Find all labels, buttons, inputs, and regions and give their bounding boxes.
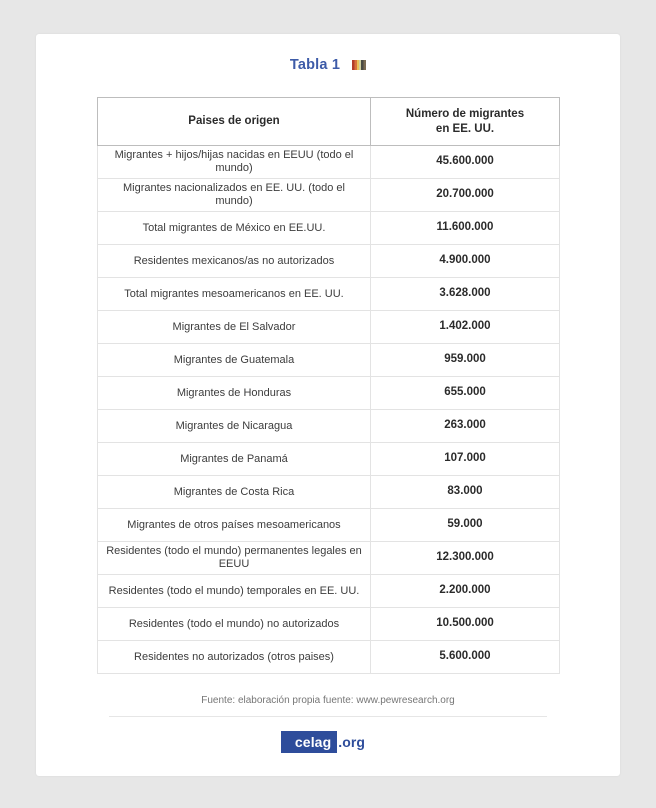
row-label: Migrantes de Panamá [98, 443, 371, 476]
celag-logo-tld: .org [337, 731, 375, 753]
column-header-migrants-line1: Número de migrantes [405, 108, 525, 121]
row-label: Migrantes de El Salvador [98, 311, 371, 344]
table-row [98, 410, 560, 443]
row-value: 655.000 [371, 377, 560, 410]
row-value: 2.200.000 [371, 575, 560, 608]
celag-logo-mark: celag [281, 731, 337, 753]
table-row [98, 146, 560, 179]
table-row [98, 311, 560, 344]
row-value: 45.600.000 [371, 146, 560, 179]
celag-logo[interactable] [281, 731, 375, 753]
table-row [98, 509, 560, 542]
table-row [98, 608, 560, 641]
row-value: 59.000 [371, 509, 560, 542]
row-value: 3.628.000 [371, 278, 560, 311]
row-value: 107.000 [371, 443, 560, 476]
table-row [98, 575, 560, 608]
row-value: 12.300.000 [371, 542, 560, 575]
row-label: Migrantes de Nicaragua [98, 410, 371, 443]
table-row [98, 245, 560, 278]
flag-stripes-icon [352, 60, 366, 70]
footer-divider [109, 716, 547, 717]
table-title-row [36, 54, 620, 76]
table-row [98, 641, 560, 674]
table-row [98, 344, 560, 377]
table-row [98, 212, 560, 245]
content-card [36, 34, 620, 776]
table-row [98, 443, 560, 476]
row-label: Total migrantes de México en EE.UU. [98, 212, 371, 245]
migration-table [97, 97, 560, 674]
column-header-migrants [371, 98, 560, 146]
row-label: Total migrantes mesoamericanos en EE. UU. [98, 278, 371, 311]
table-header-row [98, 98, 560, 146]
row-value: 11.600.000 [371, 212, 560, 245]
table-container [97, 97, 559, 674]
row-value: 263.000 [371, 410, 560, 443]
row-label: Residentes (todo el mundo) permanentes legales en EEUU [98, 542, 371, 575]
table-row [98, 179, 560, 212]
table-row [98, 377, 560, 410]
table-row [98, 278, 560, 311]
row-label: Migrantes de Honduras [98, 377, 371, 410]
row-value: 5.600.000 [371, 641, 560, 674]
table-row [98, 542, 560, 575]
row-value: 10.500.000 [371, 608, 560, 641]
table-body [98, 146, 560, 674]
row-value: 1.402.000 [371, 311, 560, 344]
table-row [98, 476, 560, 509]
row-label: Migrantes + hijos/hijas nacidas en EEUU (todo el mundo) [98, 146, 371, 179]
page-title: Tabla 1 [289, 57, 341, 73]
row-label: Residentes no autorizados (otros paises) [98, 641, 371, 674]
row-value: 959.000 [371, 344, 560, 377]
row-label: Residentes mexicanos/as no autorizados [98, 245, 371, 278]
column-header-origin: Paises de origen [98, 98, 371, 146]
row-value: 4.900.000 [371, 245, 560, 278]
row-label: Migrantes de otros países mesoamericanos [98, 509, 371, 542]
row-label: Migrantes nacionalizados en EE. UU. (todo el mundo) [98, 179, 371, 212]
footer-logo-row [36, 731, 620, 753]
row-value: 83.000 [371, 476, 560, 509]
row-label: Residentes (todo el mundo) no autorizados [98, 608, 371, 641]
row-label: Migrantes de Guatemala [98, 344, 371, 377]
column-header-migrants-line2: en EE. UU. [435, 122, 495, 135]
row-label: Residentes (todo el mundo) temporales en EE. UU. [98, 575, 371, 608]
row-label: Migrantes de Costa Rica [98, 476, 371, 509]
source-note: Fuente: elaboración propia fuente: www.pewresearch.org [201, 695, 455, 706]
table-header [98, 98, 560, 146]
row-value: 20.700.000 [371, 179, 560, 212]
